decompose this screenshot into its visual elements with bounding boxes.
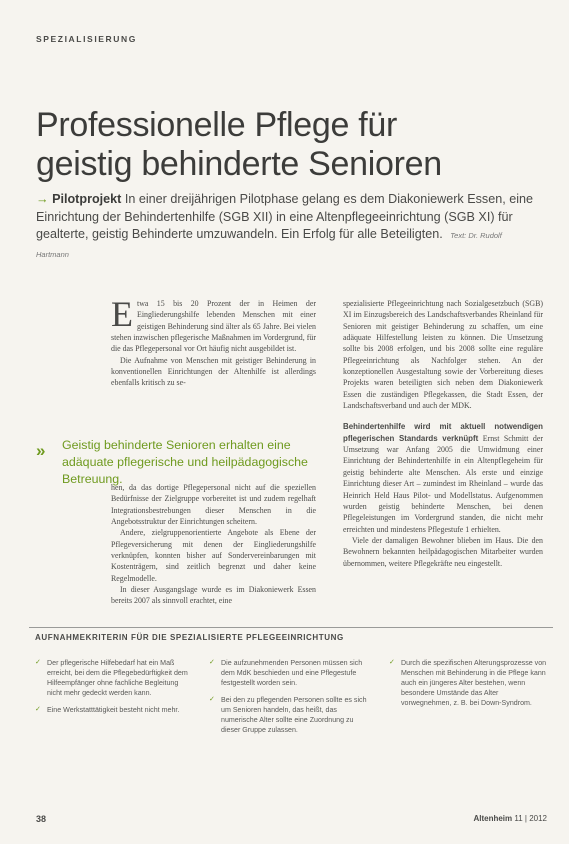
intro-text: In einer dreijährigen Pilotphase gelang es dem Diakoniewerk Essen, eine Einrichtung der Behindertenhilfe (SGB XII) in eine Altenpflegeeinrichtung (SGB XI) für gealterte, geistig Behinderte umzuwandeln. Ein Erfolg für alle Beteiligten. [36,192,534,241]
article-intro [36,191,536,263]
criteria-box [29,627,553,813]
paragraph-text: twa 15 bis 20 Prozent der in Heimen der Eingliederungshilfe lebenden Menschen mit einer geistigen Behinderung sind älter als 65 Jahre. Bei vielen stehen inzwischen pflegerische Maßnahmen im Vordergrund, für die das Pflegepersonal vor Ort häufig nicht ausgebildet ist. [111,299,316,354]
title-line-1: Professionelle Pflege für [36,106,398,144]
criteria-column-3 [389,658,549,715]
paragraph: Die Aufnahme von Menschen mit geistiger Behinderung in konventionellen Einrichtungen der Altenhilfe ist allerdings ebenfalls kritisch zu se- [111,355,316,388]
arrow-right-icon: → [36,192,49,206]
title-line-2: geistig behinderte Senioren [36,145,442,183]
paragraph: Viele der damaligen Bewohner blieben im Haus. Die den Bewohnern bekannten heilpädagogischen Mitarbeiter wurden übernommen, weitere Pflegekräfte neu eingestellt. [343,535,543,568]
paragraph-lead: Behindertenhilfe wird mit aktuell notwendigen pflegerischen Standards verknüpft [343,422,543,443]
criteria-column-2 [209,658,369,742]
criteria-item [35,705,195,715]
section-label: SPEZIALISIERUNG [36,34,137,44]
paragraph-text: Ernst Schmitt der Umsetzung war Anfang 2005 die Umwidmung einer Einrichtung der Behindertenhilfe in ein Altenpflegeheim für geistig behinderte alte Menschen. Als erste und einzige Einrichtung dieser Art – zumindest im Rheinland – wurde das Heinrich Held Haus Pilot- und Modellstatus. Aufgenommen wurden geistig behinderte Menschen, bei denen Pflegeleistungen im Vordergrund standen, die nicht mehr erreichten und mindestens Pflegestufe 1 erhielten. [343,433,544,534]
criteria-text: Eine Werkstatttätigkeit besteht nicht mehr. [47,706,180,714]
criteria-text: Die aufzunehmenden Personen müssen sich dem MdK beschieden und eine Pflegestufe festgestellt worden sein. [221,659,363,687]
criteria-column-1 [35,658,195,722]
criteria-box-title: AUFNAHMEKRITERIN FÜR DIE SPEZIALISIERTE PFLEGEEINRICHTUNG [35,633,344,642]
checkmark-icon: ✓ [389,659,395,666]
criteria-item [35,658,195,698]
double-chevron-icon: » [36,441,42,460]
paragraph: hen, da das dortige Pflegepersonal nicht auf die speziellen Bedürfnisse der Zielgruppe vorbereitet ist und zudem regelhaft Integrationsbestrebungen dieser Menschen in die Angebotsstruktur der Einrichtungen scheitern. [111,483,316,527]
paragraph: Andere, zielgruppenorientierte Angebote als Ebene der Pflegeversicherung mit denen der Eingliederungshilfe verknüpfen, konnten bisher auf Sondervereinbarungen mit Kostenträgern, sind zeitlich begrenzt und daher keine Regelmodelle. [111,528,316,583]
criteria-text: Durch die spezifischen Alterungsprozesse von Menschen mit Behinderung in die Pflege kann auch ein jüngeres Alter bestehen, wenn besondere Umstände das Alter vorwegnehmen, z. B. bei Down-Syndrom. [401,659,547,707]
paragraph: In dieser Ausgangslage wurde es im Diakoniewerk Essen bereits 2007 als sinnvoll erachtet, eine [111,585,316,606]
criteria-item [209,658,369,688]
column-2 [343,298,543,569]
paragraph: spezialisierte Pflegeeinrichtung nach Sozialgesetzbuch (SGB) XI im Einzugsbereich des Landschaftsverbandes Rheinland für Senioren mit geistiger Behinderung zu schaffen, um eine adäquate Hilfestellung leisten zu können. Die Umsetzung sollte bis 2008 erfolgen, und bis 2008 sollte eine reguläre Pflegeeinrichtung als Nachfolger stehen. An der konzeptionellen Ausgestaltung sowie der Vorbereitung dieses Projekts waren beteiligten sich neben dem Diakoniewerk Essen die zuständigen Pflegekassen, die Stadt Essen, der Landschaftsverband und auch der MDK. [343,299,543,411]
criteria-item [389,658,549,708]
criteria-text: Bei den zu pflegenden Personen sollte es sich um Senioren handeln, das heißt, das numerische Alter sollte eine Zuordnung zu dieser Gruppe zulassen. [221,696,367,734]
checkmark-icon: ✓ [35,706,41,713]
criteria-item [209,695,369,735]
author-credit: Text: Dr. Rudolf Hartmann [36,231,502,259]
pull-quote-text: Geistig behinderte Senioren erhalten eine adäquate pflegerische und heilpädagogische Betreuung. [62,438,308,486]
column-1-bottom [111,482,316,607]
checkmark-icon: ✓ [209,659,215,666]
magazine-name: Altenheim [473,814,513,823]
magazine-footer [473,814,547,823]
column-1-top [111,294,316,389]
paragraph [343,421,543,534]
page-number: 38 [36,814,47,824]
checkmark-icon: ✓ [209,696,215,703]
paragraph [111,294,316,355]
criteria-text: Der pflegerische Hilfebedarf hat ein Maß erreicht, bei dem die Pflegebedürftigkeit dem Hilfeempfänger ohne fachliche Begleitung nicht mehr gedeckt werden kann. [47,659,188,697]
magazine-issue: 11 | 2012 [514,814,547,823]
drop-cap: E [111,294,133,334]
intro-lead: Pilotprojekt [52,192,122,206]
article-title [36,106,536,184]
checkmark-icon: ✓ [35,659,41,666]
